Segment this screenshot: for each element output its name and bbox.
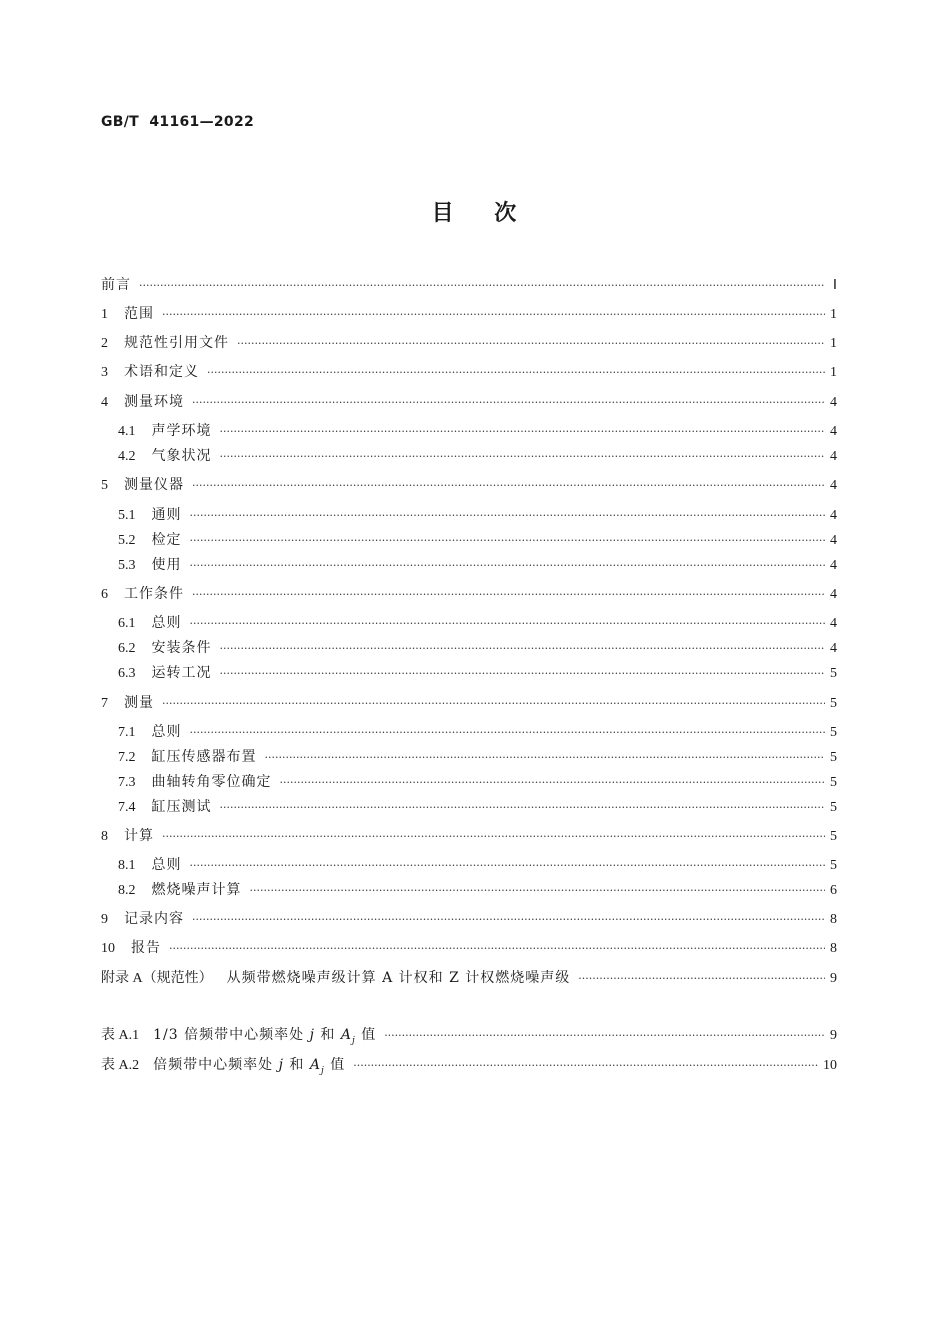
toc-entry[interactable] [118,504,837,526]
toc-entry-label: 范围 [124,306,154,322]
toc-entry-label: 总则 [151,857,182,873]
toc-entry-label: 术语和定义 [124,364,199,380]
toc-entry[interactable] [118,796,837,818]
toc-entry-label: 总则 [151,615,182,631]
toc-entry[interactable] [118,612,837,634]
toc-entry-label: 缸压测试 [151,799,212,815]
toc-entry-label: 测量环境 [124,394,184,410]
dot-leader [190,613,826,635]
toc-entry-number: 9 [101,912,108,927]
toc-entry-label: 声学环境 [151,423,212,439]
toc-entry-label: 工作条件 [124,586,184,602]
toc-entry[interactable] [118,662,837,684]
toc-entry-page: 5 [830,858,837,873]
toc-table-entry[interactable] [101,1024,837,1046]
toc-entry-page: 4 [830,424,837,439]
toc-entry[interactable] [118,445,837,467]
toc-entry-number: 8.1 [118,858,136,873]
toc-entry-number: 7.3 [118,775,136,790]
toc-table-label-text: 和 [289,1057,305,1073]
toc-entry-label: 燃烧噪声计算 [151,882,242,898]
toc-entry-page: 9 [830,971,837,986]
toc-table-label-text: 值 [361,1027,377,1043]
toc-entry-page: 4 [830,641,837,656]
standard-number: GB/T 41161—2022 [101,114,255,130]
toc-entry[interactable] [118,879,837,901]
dot-leader [250,880,826,902]
toc-table-label-text: 和 [320,1027,336,1043]
toc-entry[interactable] [118,529,837,551]
dot-leader [192,475,825,497]
dot-leader [192,584,825,606]
toc-entry-page: 4 [830,558,837,573]
toc-table-label-text: 值 [330,1057,346,1073]
toc-entry-page: 4 [830,508,837,523]
toc-entry-number: 5.2 [118,533,136,548]
dot-leader [220,446,826,468]
variable-j: j [309,1027,315,1043]
dot-leader [192,909,825,931]
toc-entry-page: 5 [830,725,837,740]
toc-entry-label: 气象状况 [151,448,212,464]
dot-leader [162,826,825,848]
toc-entry[interactable] [118,420,837,442]
toc-entry-number: 4.1 [118,424,136,439]
toc-entry-label: 总则 [151,724,182,740]
toc-entry-number: 6.2 [118,641,136,656]
toc-entry-label: 使用 [151,557,182,573]
variable-subscript: j [351,1035,356,1046]
toc-entry[interactable] [118,771,837,793]
toc-entry-number: 8 [101,829,108,844]
toc-entry[interactable] [101,583,837,605]
toc-table-entry[interactable] [101,1054,837,1076]
variable-subscript: j [320,1065,325,1076]
toc-entry-number: 5 [101,478,108,493]
dot-leader [265,747,826,769]
toc-entry-number: 4 [101,395,108,410]
toc-table-page: 9 [830,1028,837,1043]
toc-entry[interactable] [101,332,837,354]
toc-entry-label: 缸压传感器布置 [151,749,257,765]
toc-entry-page: 4 [830,616,837,631]
toc-table-number: 表 A.2 [101,1058,140,1073]
toc-entry-label: 运转工况 [151,665,212,681]
toc-entry-page: 5 [830,800,837,815]
toc-entry-number: 5.1 [118,508,136,523]
variable-a: A [309,1057,321,1073]
toc-entry-page: 1 [830,336,837,351]
dot-leader [190,505,826,527]
dot-leader [162,693,825,715]
toc-table-label [153,1024,376,1052]
toc-entry-number: 7.1 [118,725,136,740]
toc-entry-label: 测量仪器 [124,477,184,493]
toc-entry[interactable] [101,474,837,496]
toc-entry-page: 5 [830,696,837,711]
toc-entry-page: 5 [830,750,837,765]
dot-leader [139,275,825,297]
toc-entry-label: 测量 [124,695,154,711]
toc-entry-page: Ⅰ [832,278,837,293]
toc-entry[interactable] [118,746,837,768]
dot-leader [207,362,825,384]
toc-entry[interactable] [118,721,837,743]
dot-leader [190,855,826,877]
toc-entry-number: 附录 A（规范性） [101,971,213,986]
toc-entry-label: 检定 [151,532,182,548]
dot-leader [280,772,826,794]
toc-entry[interactable] [101,937,837,959]
toc-entry[interactable] [101,391,837,413]
dot-leader [220,663,826,685]
toc-entry-number: 5.3 [118,558,136,573]
toc-entry-page: 8 [830,912,837,927]
toc-entry[interactable] [101,274,837,296]
toc-entry-page: 5 [830,829,837,844]
toc-entry-label: 报告 [131,940,161,956]
dot-leader [162,304,825,326]
toc-entry[interactable] [118,854,837,876]
toc-entry-label: 安装条件 [151,640,212,656]
toc-table-page: 10 [823,1058,837,1073]
dot-leader [578,968,825,990]
toc-entry-page: 4 [830,478,837,493]
toc-entry-page: 5 [830,775,837,790]
toc-entry[interactable] [101,908,837,930]
toc-entry-label: 曲轴转角零位确定 [151,774,272,790]
toc-entry-number: 4.2 [118,449,136,464]
toc-entry[interactable] [101,303,837,325]
toc-table-number: 表 A.1 [101,1028,140,1043]
toc-entry-page: 5 [830,666,837,681]
dot-leader [220,797,826,819]
toc-entry-number: 1 [101,307,108,322]
toc-entry-label: 前言 [101,277,131,293]
toc-entry-page: 8 [830,941,837,956]
toc-entry-page: 4 [830,587,837,602]
toc-entry-number: 6.1 [118,616,136,631]
toc-entry-number: 6.3 [118,666,136,681]
dot-leader [192,392,825,414]
toc-entry[interactable] [101,692,837,714]
toc-entry-page: 4 [830,395,837,410]
toc-entry-label: 从频带燃烧噪声级计算 A 计权和 Z 计权燃烧噪声级 [226,970,571,986]
toc-title: 目 次 [431,201,519,226]
toc-entry-number: 6 [101,587,108,602]
toc-entry-label: 记录内容 [124,911,184,927]
toc-entry-number: 7 [101,696,108,711]
toc-table-label-text: 倍频带中心频率处 [153,1057,274,1073]
toc-entry[interactable] [101,967,837,989]
toc-entry-page: 6 [830,883,837,898]
toc-entry[interactable] [101,361,837,383]
variable-j: j [278,1057,284,1073]
toc-entry-page: 1 [830,365,837,380]
variable-a: A [340,1027,352,1043]
toc-entry-page: 4 [830,533,837,548]
toc-table-label [153,1054,345,1082]
toc-entry-page: 4 [830,449,837,464]
dot-leader [220,421,826,443]
dot-leader [190,555,826,577]
toc-entry-number: 10 [101,941,115,956]
toc-entry[interactable] [101,825,837,847]
toc-entry-label: 通则 [151,507,182,523]
toc-entry-number: 8.2 [118,883,136,898]
toc-table-label-text: 1/3 倍频带中心频率处 [153,1027,305,1043]
dot-leader [237,333,825,355]
toc-entry-number: 7.4 [118,800,136,815]
dot-leader [190,530,826,552]
toc-entry-label: 计算 [124,828,154,844]
dot-leader [220,638,826,660]
toc-entry-number: 7.2 [118,750,136,765]
toc-entry-page: 1 [830,307,837,322]
toc-entry-label: 规范性引用文件 [124,335,229,351]
toc-entry[interactable] [118,554,837,576]
toc-entry-number: 3 [101,365,108,380]
toc-entry-number: 2 [101,336,108,351]
dot-leader [190,722,826,744]
dot-leader [353,1055,819,1077]
dot-leader [169,938,825,960]
dot-leader [384,1025,825,1047]
toc-entry[interactable] [118,637,837,659]
